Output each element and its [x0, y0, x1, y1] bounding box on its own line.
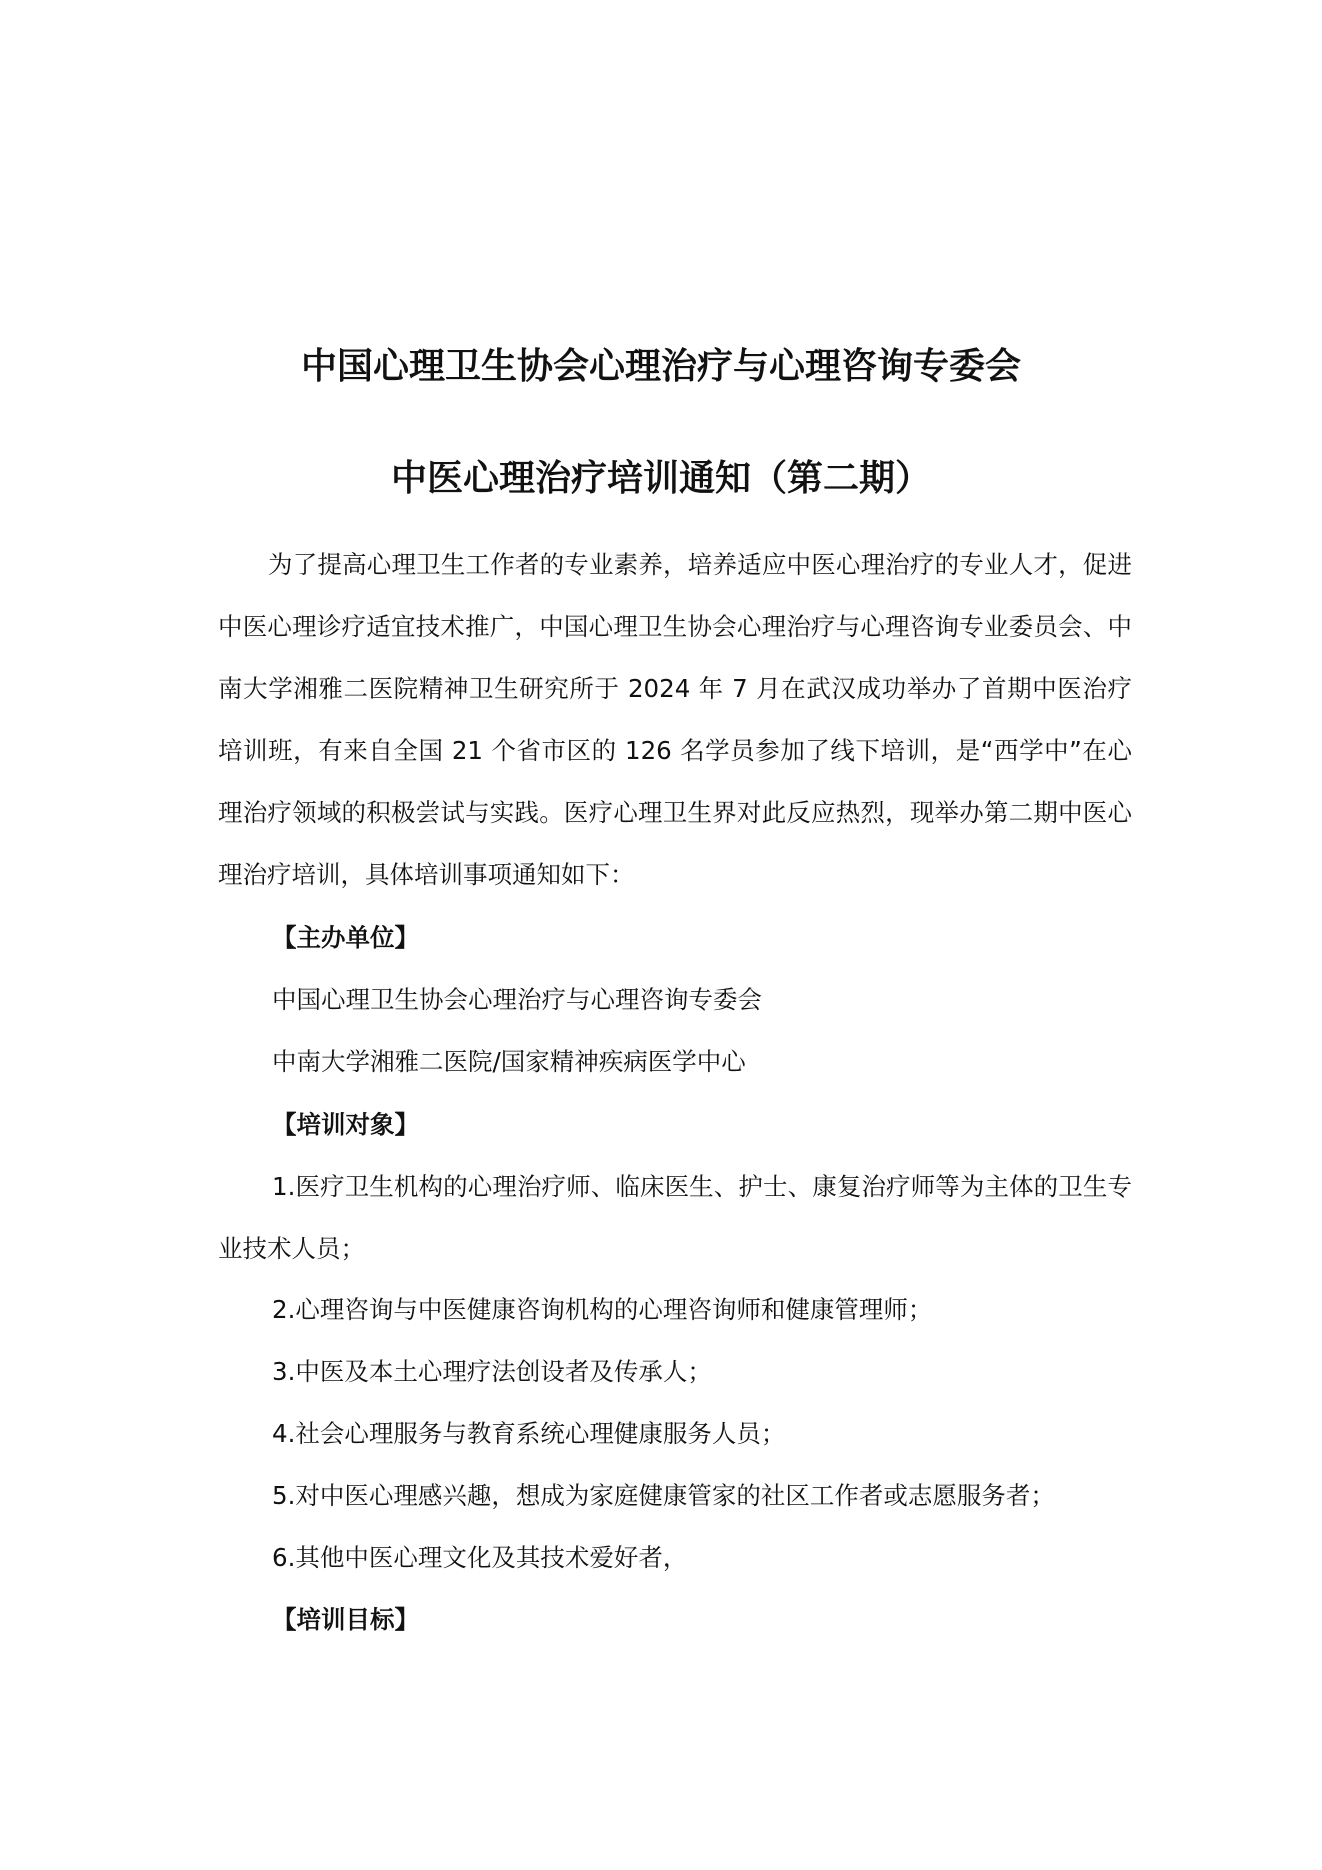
audience-item: 3.中医及本土心理疗法创设者及传承人；	[272, 1357, 712, 1386]
audience-item: 4.社会心理服务与教育系统心理健康服务人员；	[272, 1419, 786, 1448]
intro-paragraph	[218, 534, 1132, 906]
organizer-item: 中南大学湘雅二医院/国家精神疾病医学中心	[272, 1047, 746, 1076]
organizer-item: 中国心理卫生协会心理治疗与心理咨询专委会	[272, 985, 762, 1014]
audience-heading: 【培训对象】	[272, 1110, 419, 1139]
goals-heading: 【培训目标】	[272, 1605, 419, 1634]
intro-text: 为了提高心理卫生工作者的专业素养，培养适应中医心理治疗的专业人才，促进中医心理诊疗适宜技术推广，中国心理卫生协会心理治疗与心理咨询专业委员会、中南大学湘雅二医院精神卫生研究所于 2024 年 7 月在武汉成功举办了首期中医治疗培训班，有来自全国 21 个省市区的 126 名学员参加了线下培训，是“西学中”在心理治疗领域的积极尝试与实践。医疗心理卫生界对此反应热烈，现举办第二期中医心理治疗培训，具体培训事项通知如下：	[218, 550, 1132, 889]
document-title-line-1: 中国心理卫生协会心理治疗与心理咨询专委会	[300, 346, 1021, 387]
audience-item-text: 1.医疗卫生机构的心理治疗师、临床医生、护士、康复治疗师等为主体的卫生专业技术人员；	[218, 1172, 1132, 1263]
document-title-line-2: 中医心理治疗培训通知（第二期）	[390, 458, 931, 499]
audience-item: 5.对中医心理感兴趣，想成为家庭健康管家的社区工作者或志愿服务者；	[272, 1481, 1055, 1510]
audience-item: 2.心理咨询与中医健康咨询机构的心理咨询师和健康管理师；	[272, 1295, 933, 1324]
audience-item: 6.其他中医心理文化及其技术爱好者，	[272, 1543, 688, 1572]
organizer-heading: 【主办单位】	[272, 923, 419, 952]
audience-item	[218, 1156, 1132, 1280]
